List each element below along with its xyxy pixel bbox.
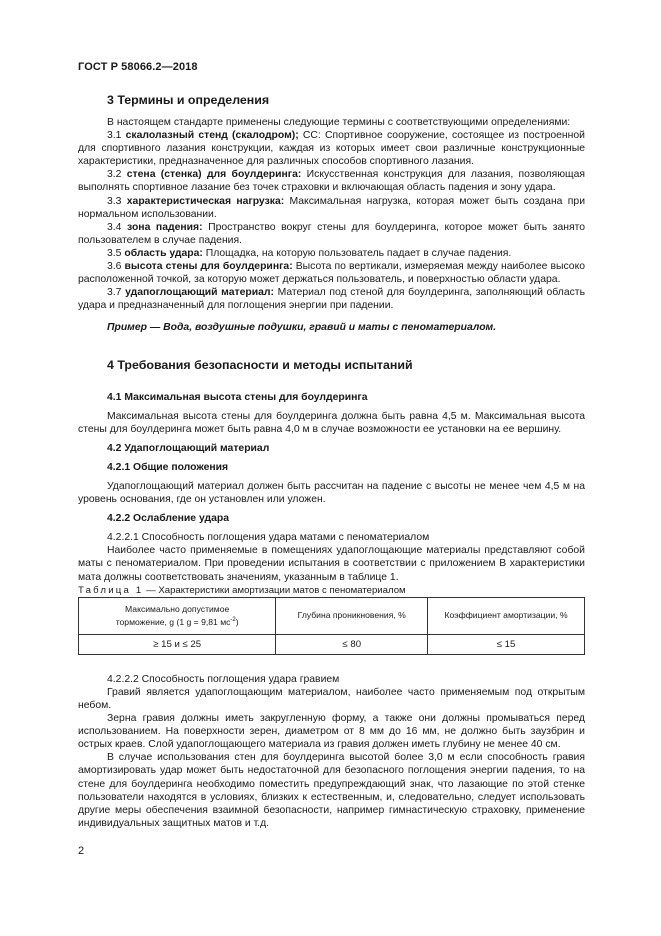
- term-name: высота стены для боулдеринга:: [124, 261, 293, 273]
- term-name: удапоглощающий материал:: [125, 287, 274, 299]
- table-row: [79, 634, 585, 654]
- term-example-note: Пример — Вода, воздушные подушки, гравий и маты с пеноматериалом.: [107, 322, 497, 334]
- table-caption-label: Таблица 1: [78, 584, 144, 596]
- section-4-2-2-1-title: 4.2.2.1 Способность поглощения удара матами с пеноматериалом: [107, 532, 430, 544]
- section-4-2-2-2-title: 4.2.2.2 Способность поглощения удара гравием: [107, 673, 340, 685]
- page-number: 2: [78, 845, 85, 857]
- table-header-deceleration: [79, 597, 276, 634]
- term-number: 3.5: [107, 247, 122, 259]
- term-number: 3.4: [107, 221, 122, 233]
- term-number: 3.1: [107, 130, 122, 142]
- section-4-1-title: 4.1 Максимальная высота стены для боулдеринга: [107, 391, 368, 403]
- table-cell: ≥ 15 и ≤ 25: [79, 634, 276, 654]
- term-definition: Пространство вокруг стены для боулдеринга, которое может быть занято пользователем в случае падения.: [78, 221, 586, 246]
- section-3-title: 3 Термины и определения: [107, 93, 270, 107]
- table-header-row: [79, 597, 585, 634]
- term-definition: Площадка, на которую пользователь падает в случае падения.: [202, 247, 512, 259]
- term-number: 3.2: [107, 169, 122, 181]
- page-content: [78, 90, 585, 830]
- header-line: торможение, g (1 g = 9,81 мс: [115, 616, 231, 627]
- term-name: стена (стенка) для боулдеринга:: [126, 169, 302, 181]
- term-3-7: [78, 286, 585, 312]
- header-line-end: ): [235, 616, 239, 627]
- section-4-2-2-title: 4.2.2 Ослабление удара: [107, 513, 229, 525]
- term-name: характеристическая нагрузка:: [126, 195, 285, 207]
- term-name: область удара:: [124, 247, 203, 259]
- table-cell: ≤ 15: [428, 634, 585, 654]
- term-3-3: [78, 195, 585, 221]
- table-1-caption: [78, 584, 585, 597]
- term-definition: СС: Спортивное сооружение, состоящее из построенной для спортивного лазания конструкции, каждая из которых имеет свои различные конструкционные характеристики, предназначенное для различных способов спортивного лазания.: [78, 130, 585, 168]
- term-definition: Максимальная нагрузка, которая может быть создана при нормальном использовании.: [78, 195, 585, 220]
- section-3-intro: В настоящем стандарте применены следующие термины с соответствующими определениями:: [107, 117, 571, 128]
- section-4-2-1-text: Удапоглощающий материал должен быть рассчитан на падение с высоты не менее чем 4,5 м на уровень основания, где он установлен или уложен.: [78, 480, 585, 506]
- table-header-penetration: Глубина проникновения, %: [276, 597, 428, 634]
- table-header-damping: Коэффициент амортизации, %: [428, 597, 585, 634]
- term-definition: Высота по вертикали, измеряемая между наиболее высоко расположенной точкой, за которую может держаться пользователь, и поверхностью области удара.: [78, 261, 586, 286]
- standard-header: ГОСТ Р 58066.2—2018: [78, 61, 198, 73]
- section-4-2-2-2-p1: Гравий является удапоглощающим материалом, наиболее часто применяемым под открытым небом.: [78, 686, 585, 711]
- header-line: Максимально допустимое: [125, 603, 230, 614]
- section-4-2-1-title: 4.2.1 Общие положения: [107, 461, 229, 473]
- section-4-1-text: Максимальная высота стены для боулдеринга должна быть равна 4,5 м. Максимальная высота стены для боулдеринга может быть равна 4,0 м в случае возможности ее установки на ее вершину.: [78, 410, 585, 435]
- table-cell: ≤ 80: [276, 634, 428, 654]
- term-3-4: [78, 221, 585, 247]
- table-caption-text: — Характеристики амортизации матов с пеноматериалом: [143, 584, 406, 596]
- section-4-2-2-2-p3: В случае использования стен для боулдеринга высотой более 3,0 м если способность гравия амортизировать удар может быть недостаточной для безопасного поглощения энергии падения, то на стене для боулдеринга необходимо поместить предупреждающий знак, что лазающие по этой стенке пользователи находятся в условиях, близких к естественным, и, следовательно, следует использовать другие меры обеспечения взаимной безопасности, например гимнастическую страховку, применение индивидуальных защитных матов и т.д.: [78, 752, 585, 829]
- term-number: 3.6: [107, 261, 122, 273]
- section-4-title: 4 Требования безопасности и методы испытаний: [107, 357, 413, 372]
- term-3-5: [78, 247, 585, 260]
- term-3-2: [78, 168, 585, 194]
- section-4-2-2-1-text: Наиболее часто применяемые в помещениях удапоглощающие материалы представляют собой маты с пеноматериалом. При проведении испытания в соответствии с приложением В характеристики мата должны соответствовать значениям, указанным в таблице 1.: [78, 545, 585, 583]
- section-4-2-title: 4.2 Удапоглощающий материал: [107, 442, 270, 454]
- term-3-1: [78, 129, 585, 168]
- section-4-2-2-2-p2: Зерна гравия должны иметь закругленную форму, а также они должны промываться перед использованием. На поверхности зерен, диаметром от 8 мм до 16 мм, не должно быть заузбрин и острых краев. Слой удапоглощающего материала из гравия должен иметь глубину не менее 40 см.: [78, 713, 585, 751]
- term-number: 3.7: [107, 287, 122, 299]
- term-number: 3.3: [107, 195, 122, 207]
- term-name: зона падения:: [127, 221, 203, 233]
- term-3-6: [78, 260, 585, 286]
- term-definition: Материал под стеной для боулдеринга, заполняющий область удара и предназначенный для поглощения энергии при падении.: [78, 287, 585, 312]
- table-1: [78, 597, 585, 655]
- header-superscript: -2: [230, 616, 236, 623]
- term-name: скалолазный стенд (скалодром);: [125, 130, 299, 142]
- term-definition: Искусственная конструкция для лазания, позволяющая выполнять спортивное лазание без точек страховки и включающая область падения и зону удара.: [78, 169, 585, 194]
